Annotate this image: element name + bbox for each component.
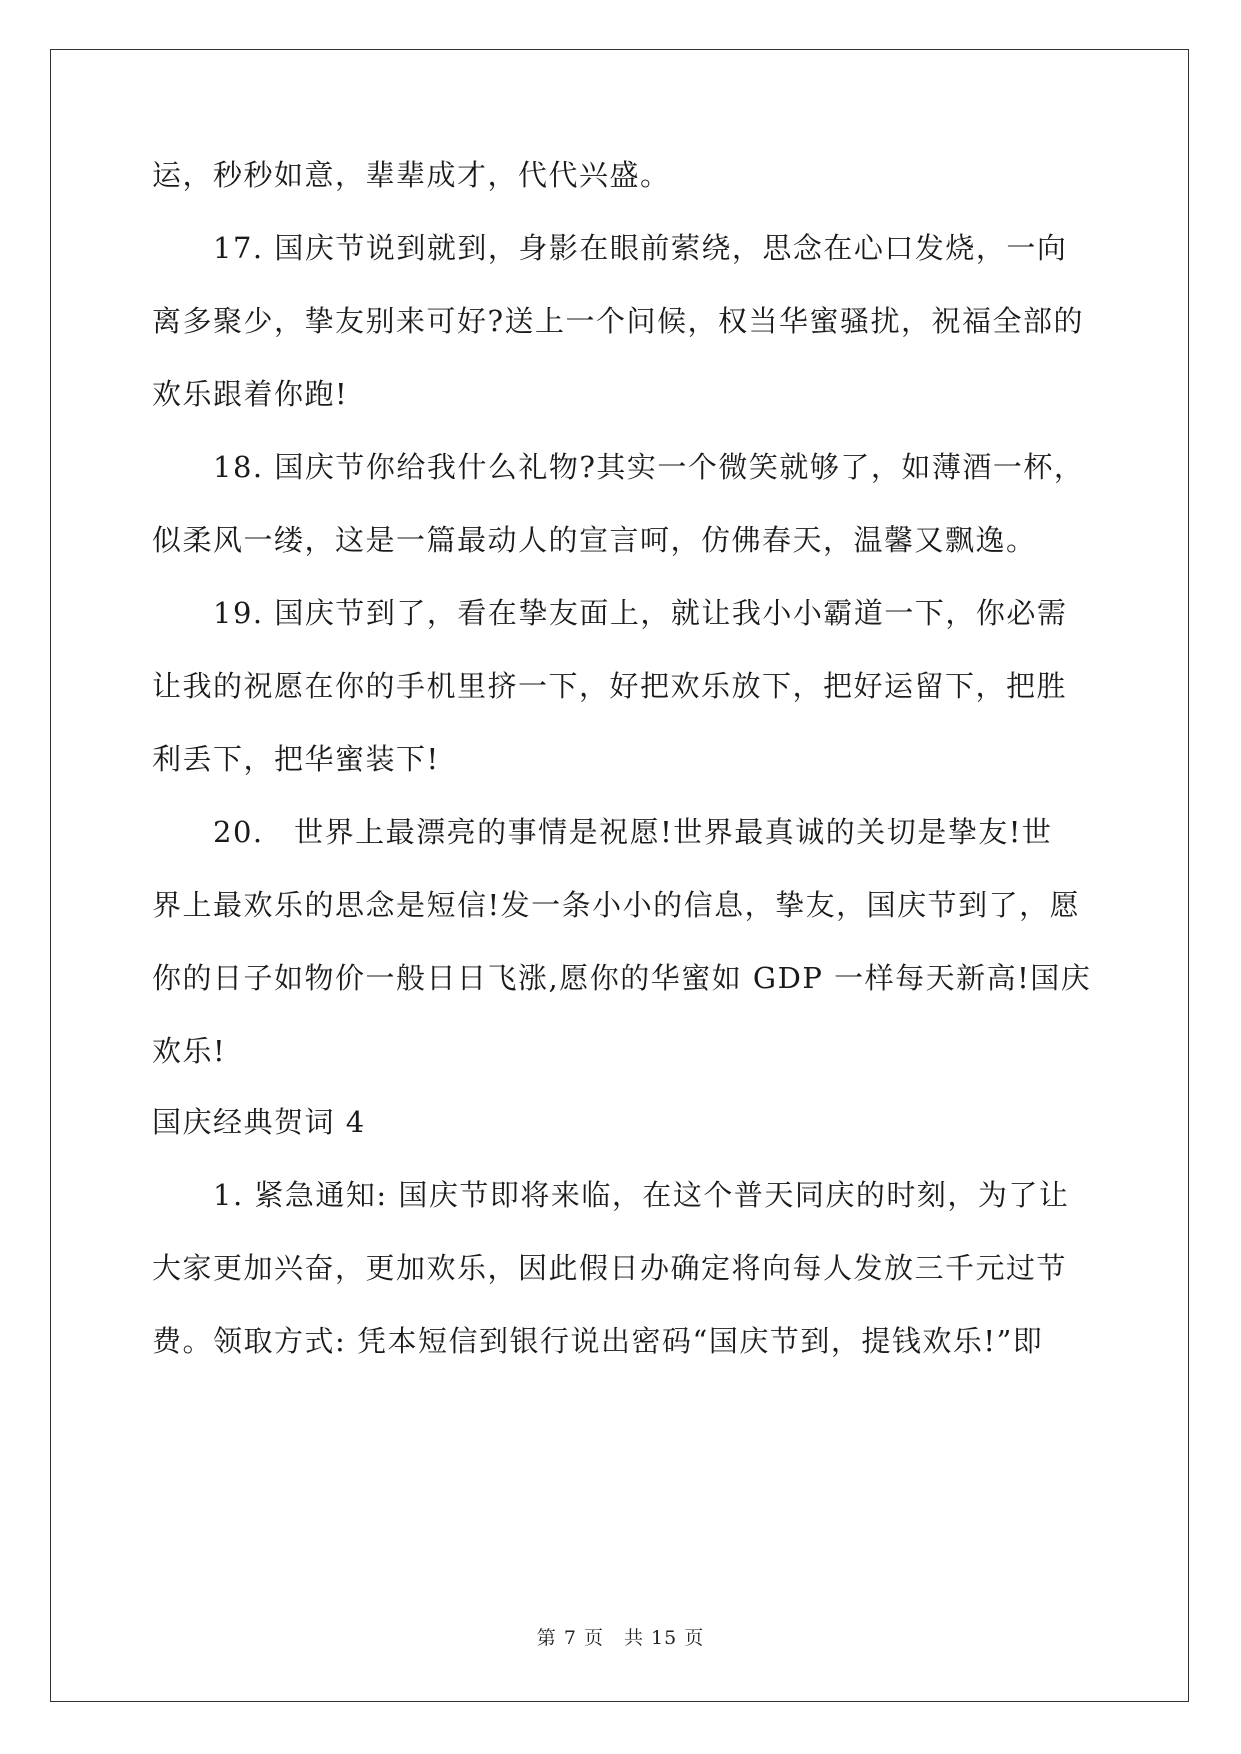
- text-line: 欢乐跟着你跑!: [152, 377, 349, 411]
- text-line: 离多聚少，挚友别来可好?送上一个问候，权当华蜜骚扰，祝福全部的: [152, 304, 1085, 338]
- text-line: 让我的祝愿在你的手机里挤一下，好把欢乐放下，把好运留下，把胜: [152, 669, 1068, 703]
- text-line: 19. 国庆节到了，看在挚友面上，就让我小小霸道一下，你必需: [152, 596, 1068, 630]
- text-line: 你的日子如物价一般日日飞涨,愿你的华蜜如 GDP 一样每天新高!国庆: [152, 961, 1092, 995]
- text-line: 1. 紧急通知: 国庆节即将来临，在这个普天同庆的时刻，为了让: [152, 1178, 1070, 1212]
- text-line: 大家更加兴奋，更加欢乐，因此假日办确定将向每人发放三千元过节: [152, 1251, 1068, 1285]
- text-line: 欢乐!: [152, 1034, 227, 1068]
- text-line: 20. 世界上最漂亮的事情是祝愿!世界最真诚的关切是挚友!世: [152, 815, 1053, 849]
- text-line: 利丢下，把华蜜装下!: [152, 742, 440, 776]
- text-line: 17. 国庆节说到就到，身影在眼前萦绕，思念在心口发烧，一向: [152, 231, 1068, 265]
- text-line: 界上最欢乐的思念是短信!发一条小小的信息，挚友，国庆节到了，愿: [152, 888, 1081, 922]
- page-number: 第 7 页 共 15 页: [536, 1627, 705, 1649]
- text-line: 费。领取方式: 凭本短信到银行说出密码“国庆节到，提钱欢乐!”即: [152, 1324, 1044, 1358]
- page-border: [50, 49, 1189, 1702]
- text-line: 似柔风一缕，这是一篇最动人的宣言呵，仿佛春天，温馨又飘逸。: [152, 523, 1037, 557]
- section-heading: 国庆经典贺词 4: [152, 1105, 366, 1139]
- text-line: 运，秒秒如意，辈辈成才，代代兴盛。: [152, 158, 671, 192]
- text-line: 18. 国庆节你给我什么礼物?其实一个微笑就够了，如薄酒一杯，: [152, 450, 1085, 484]
